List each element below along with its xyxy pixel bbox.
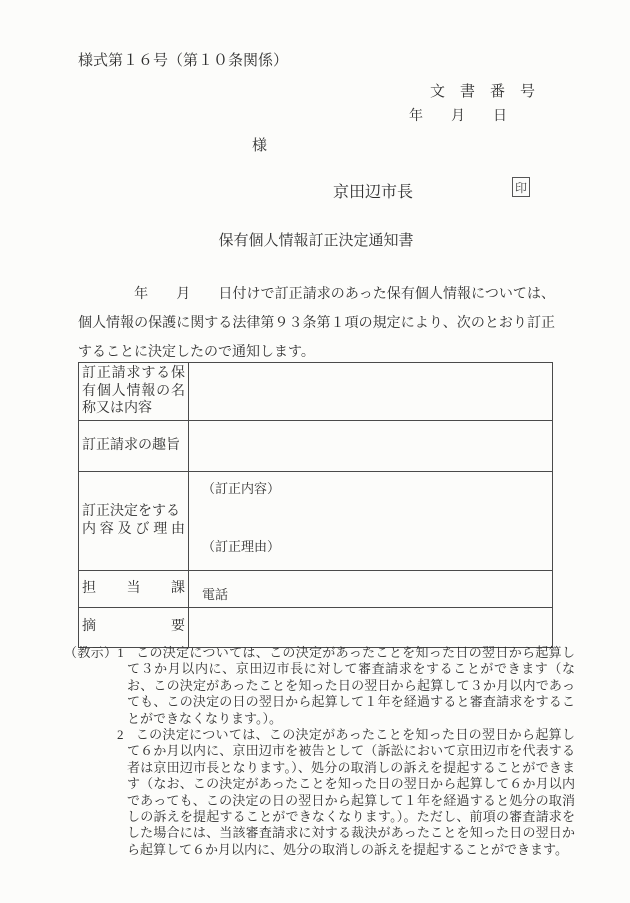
row-value-phone: 電話 (189, 570, 553, 607)
document-number-label: 文 書 番 号 (430, 84, 536, 100)
row-label-decision-line1: 訂正決定をする (82, 504, 180, 519)
instruction-notes (64, 645, 575, 858)
row-value-decision-content (189, 471, 553, 570)
sender-name: 京田辺市長 (333, 184, 414, 201)
table-row-section-in-charge (79, 570, 553, 607)
notes-label: （教示） (64, 645, 118, 660)
row-label-decision-content (79, 471, 189, 570)
row-value-requested-info (189, 363, 553, 421)
row-label-requested-info: 訂正請求する保有個人情報の名称又は内容 (79, 363, 189, 421)
document-title: 保有個人情報訂正決定通知書 (218, 233, 414, 249)
body-paragraph: 年 月 日付けで訂正請求のあった保有個人情報については、個人情報の保護に関する法律第９３条第１項の規定により、次のとおり訂正することに決定したので通知します。 (78, 287, 555, 360)
row-value-remarks (189, 607, 553, 647)
table-row-request-purport (79, 420, 553, 471)
note-2-text: この決定については、この決定があったことを知った日の翌日から起算して６か月以内に、京田辺市を被告として（訴訟において京田辺市を代表する者は京田辺市長となります。）、処分の取消しの訴えを提起することができます（なお、この決定があったことを知った日の翌日から起算して６か月以内であっても、この決定の日の翌日から起算して１年を経過すると処分の取消しの訴えを提起することができなくなります。）。ただし、前項の審査請求をした場合には、当該審査請求に対する裁決があったことを知った日の翌日から起算して６か月以内に、処分の取消しの訴えを提起することができます。 (127, 727, 575, 857)
note-item-1 (64, 645, 575, 727)
form-number: 様式第１６号（第１０条関係） (78, 53, 289, 69)
table-row-remarks (79, 607, 553, 647)
form-table (78, 362, 553, 648)
note-1-number: 1 (117, 645, 124, 660)
row-value-request-purport (189, 420, 553, 471)
note-item-2 (64, 727, 575, 858)
table-row-decision-content (79, 471, 553, 570)
row-label-remarks: 摘要 (79, 607, 189, 647)
date-line: 年 月 日 (409, 109, 507, 124)
correction-content-caption: （訂正内容） (202, 480, 281, 496)
row-label-section-in-charge: 担当課 (79, 570, 189, 607)
addressee-suffix: 様 (252, 138, 268, 154)
seal-mark: 印 (512, 177, 530, 197)
note-2-number: 2 (117, 727, 124, 743)
table-row-requested-info (79, 363, 553, 421)
correction-reason-caption: （訂正理由） (202, 538, 281, 554)
note-1-text: この決定については、この決定があったことを知った日の翌日から起算して３か月以内に、京田辺市長に対して審査請求をすることができます（なお、この決定があったことを知った日の翌日から起算して３か月以内であっても、この決定の日の翌日から起算して１年を経過すると審査請求をすることができなくなります。）。 (127, 645, 575, 726)
row-label-decision-line2: 内容及び理由 (82, 521, 185, 537)
row-label-request-purport: 訂正請求の趣旨 (79, 420, 189, 471)
